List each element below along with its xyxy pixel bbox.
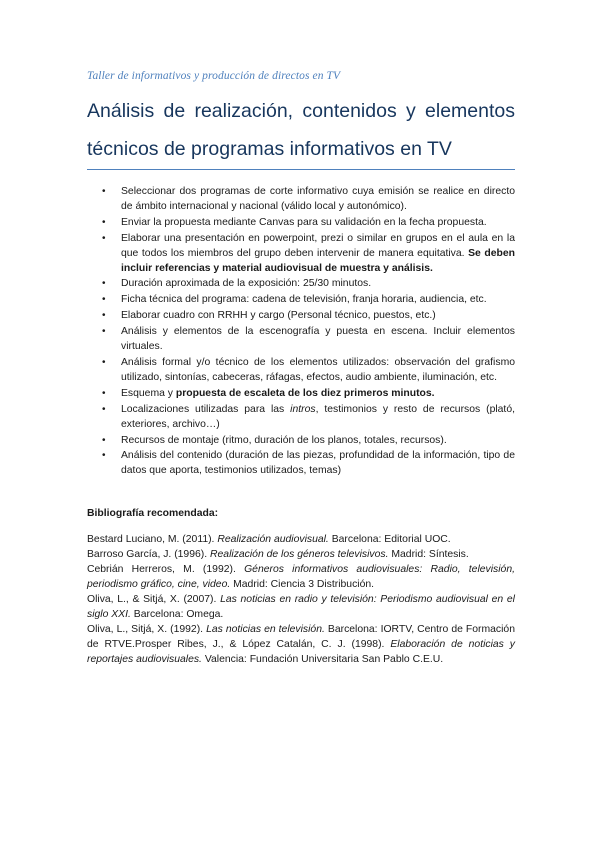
list-item [87,403,515,433]
text-run: Bestard Luciano, M. (2011). [87,534,218,545]
bullet-icon: • [102,403,106,415]
bullet-icon: • [102,356,106,368]
text-run: Barcelona: Editorial UOC. [328,534,451,545]
bullet-icon: • [102,294,106,306]
text-run: Elaborar una presentación en powerpoint, prezi o similar en grupos en el aula en la que todos los miembros del grupo deben intervenir de manera equitativa. [121,232,515,259]
text-run: Cebrián Herreros, M. (1992). [87,564,245,575]
italic-text: Elaboración de noticias y reportajes audiovisuales. [87,639,515,665]
text-run: Duración aproximada de la exposición: 25/30 minutos. [121,278,372,290]
requirements-list [87,185,515,480]
list-item [87,325,515,355]
bibliography-entry [87,547,515,562]
text-run: Madrid: Ciencia 3 Distribución. [230,579,375,590]
bullet-icon: • [102,186,106,197]
title-divider [87,169,515,170]
bullet-icon: • [102,278,106,290]
list-item [87,449,515,479]
text-run: Análisis y elementos de la escenografía y puesta en escena. Incluir elementos virtuales. [121,326,515,353]
text-run: Oliva, L., Sitjá, X. (1992). [87,624,207,635]
text-run: Localizaciones utilizadas para las [121,403,291,415]
text-run: Ficha técnica del programa: cadena de televisión, franja horaria, audiencia, etc. [121,294,487,306]
bullet-icon: • [102,387,106,399]
list-item [87,216,515,231]
bullet-icon: • [102,232,106,244]
bullet-icon: • [102,310,106,322]
italic-text: Las noticias en radio y televisión: Periodismo audiovisual en el siglo XXI. [87,594,515,620]
bibliography-list [87,532,515,667]
bibliography-entry [87,532,515,547]
text-run: Oliva, L., & Sitjá, X. (2007). [87,594,221,605]
list-item [87,434,515,449]
italic-text: intros [290,403,316,415]
italic-text: Realización audiovisual. [217,534,329,545]
list-item [87,185,515,215]
text-run: , testimonios y resto de recursos (plató, exteriores, archivo…) [121,403,515,430]
bibliography-heading: Bibliografía recomendada: [87,508,219,519]
bullet-icon: • [102,450,106,462]
list-item [87,232,515,277]
list-item [87,293,515,308]
bullet-icon: • [102,434,106,446]
bibliography-entry [87,592,515,622]
text-run: Enviar la propuesta mediante Canvas para su validación en la fecha propuesta. [121,216,487,228]
text-run: Análisis del contenido (duración de las piezas, profundidad de la información, tipo de datos que aporta, testimonios utilizados, temas) [121,450,515,477]
bibliography-entry [87,562,515,592]
bold-text: propuesta de escaleta de los diez primeros minutos. [175,387,435,399]
text-run: Madrid: Síntesis. [388,549,469,560]
text-run: Elaborar cuadro con RRHH y cargo (Personal técnico, puestos, etc.) [121,310,436,322]
text-run: Barroso García, J. (1996). [87,549,211,560]
text-run: Barcelona: IORTV, Centro de Formación de RTVE.Prosper Ribes, J., & López Catalán, C. J. (1998). [87,624,515,650]
document-title: Análisis de realización, contenidos y elementos técnicos de programas informativos en TV [87,100,515,160]
italic-text: Realización de los géneros televisivos. [210,549,389,560]
list-item [87,309,515,324]
text-run: Seleccionar dos programas de corte informativo cuya emisión se realice en directo de ámbito internacional y nacional (válido local y autonómico). [121,186,515,212]
italic-text: Géneros informativos audiovisuales: Radio, televisión, periodismo gráfico, cine, video. [87,564,515,590]
text-run: Recursos de montaje (ritmo, duración de los planos, totales, recursos). [121,434,447,446]
list-item [87,387,515,402]
text-run: Esquema y [121,387,176,399]
bullet-icon: • [102,216,106,228]
text-run: Barcelona: Omega. [130,609,224,620]
bold-text: Se deben incluir referencias y material audiovisual de muestra y análisis. [121,247,515,274]
bibliography-entry [87,622,515,667]
list-item [87,356,515,386]
italic-text: Las noticias en televisión. [206,624,325,635]
list-item [87,277,515,292]
text-run: Valencia: Fundación Universitaria San Pablo C.E.U. [201,654,444,665]
course-subtitle: Taller de informativos y producción de directos en TV [87,70,341,82]
bullet-icon: • [102,326,106,338]
text-run: Análisis formal y/o técnico de los elementos utilizados: observación del grafismo utilizado, sintonías, cabeceras, ráfagas, efectos, audio ambiente, iluminación, etc. [121,356,515,383]
